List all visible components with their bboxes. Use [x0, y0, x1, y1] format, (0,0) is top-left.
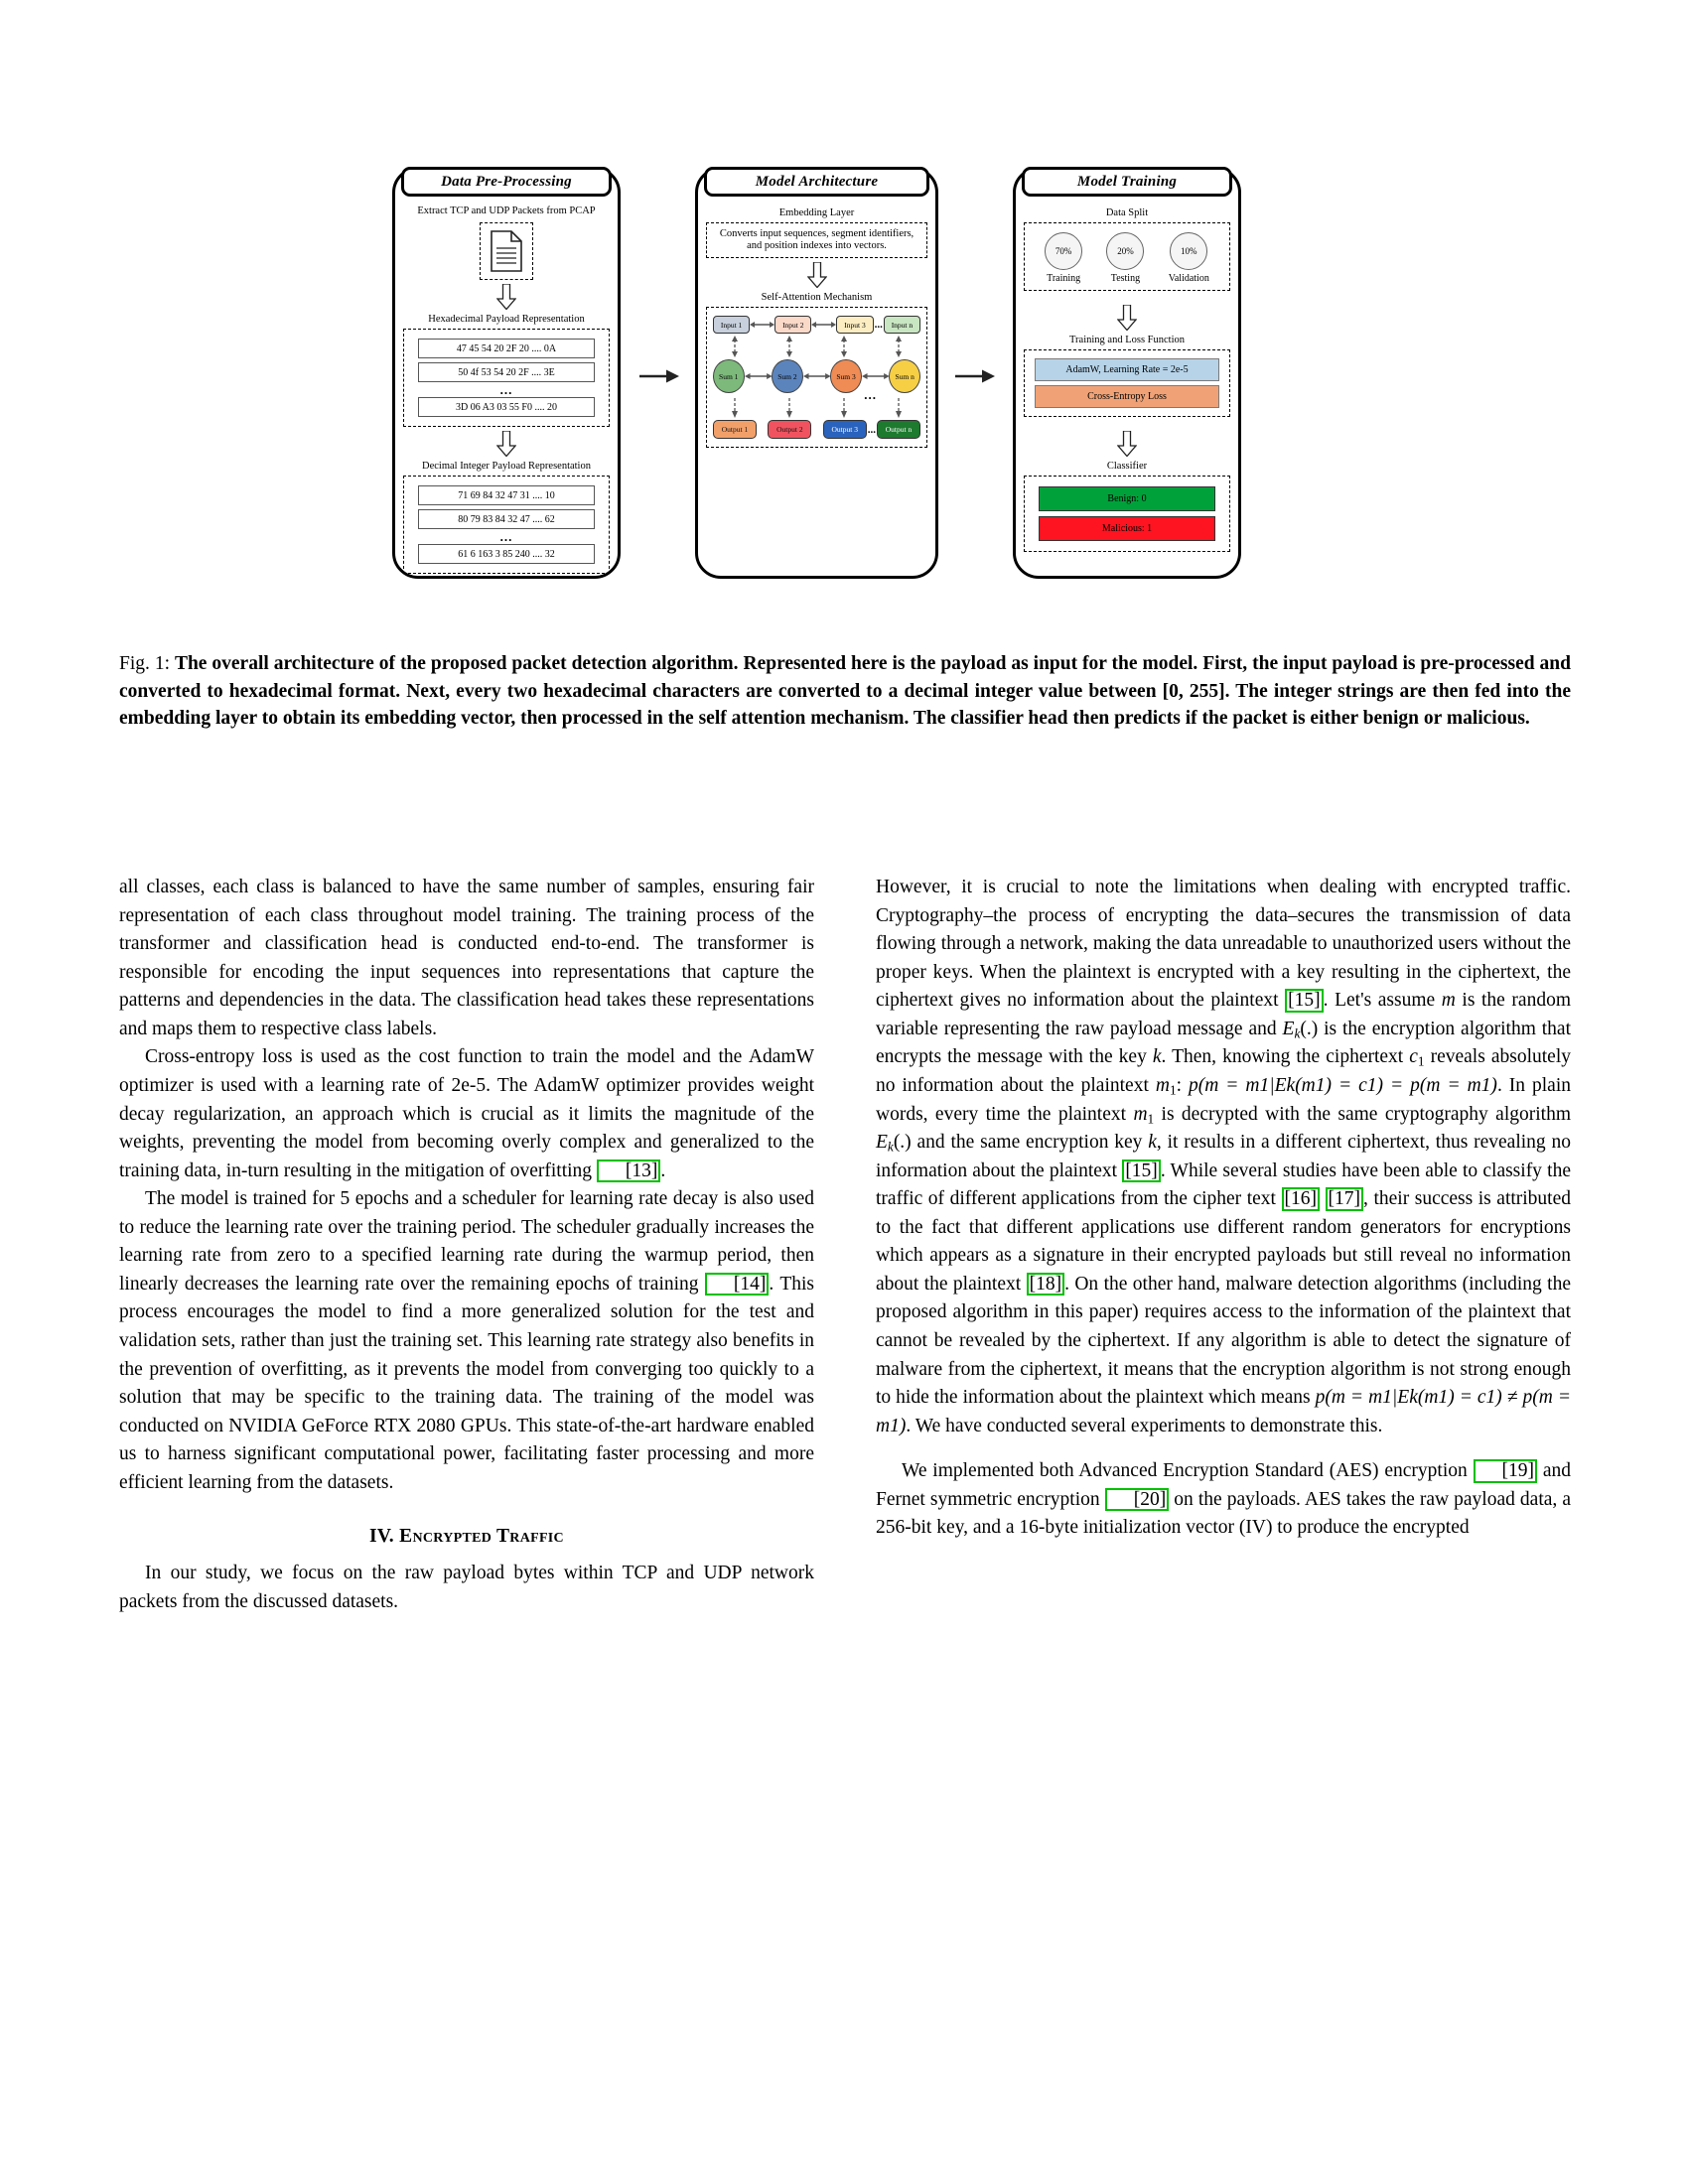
math-sub-k: k	[1294, 1025, 1301, 1041]
paragraph-text: . This process encourages the model to find a more generalized solution for the test and validation sets, rather than just the training set. This learning rate strategy also benefits in the prevention of overfitting, as it prevents the model from converging too quickly to a solution that may be specific to the training data. The training of the model was conducted on NVIDIA GeForce RTX 2080 GPUs. This state-of-the-art hardware enabled us to harness significant computational power, facilitating faster processing and more efficient learning from the datasets.	[119, 1273, 814, 1493]
figure-1	[119, 149, 1569, 596]
attention-sum-node: Sum 1	[713, 359, 745, 393]
malicious-bar: Malicious: 1	[1039, 516, 1215, 541]
down-arrow-icon-2	[496, 431, 516, 457]
output-spacer	[811, 425, 822, 435]
citation-link[interactable]: [17]	[1326, 1187, 1364, 1211]
data-split-row	[1033, 228, 1221, 284]
training-loss-label: Training and Loss Function	[1069, 335, 1185, 346]
document-icon	[480, 222, 533, 280]
panel-title-data-preprocessing: Data Pre-Processing	[401, 167, 612, 197]
attention-sum-node: Sum 2	[772, 359, 803, 393]
hex-row: 47 45 54 20 2F 20 .... 0A	[418, 339, 595, 358]
math-symbol-m1	[1156, 1075, 1177, 1096]
self-attention-label: Self-Attention Mechanism	[761, 292, 873, 304]
output-row-ellipsis: ...	[867, 423, 876, 436]
math-sub-1: 1	[1147, 1111, 1155, 1127]
paragraph-text: . While several studies have been able to classify the traffic of different applications from the cipher text	[876, 1160, 1571, 1210]
embedding-layer-box	[706, 222, 927, 258]
attention-sum-node: Sum n	[889, 359, 920, 393]
figure-caption-text: The overall architecture of the proposed packet detection algorithm. Represented here is the payload as input for the model. First, the input payload is pre-processed and converted to hexadecimal format. Next, every two hexadecimal characters are converted to a decimal integer value between [0, 255]. The integer strings are then fed into the embedding layer to obtain its embedding vector, then processed in the self attention mechanism. The classifier head then predicts if the packet is either benign or malicious.	[119, 653, 1571, 730]
attention-input-row	[713, 316, 920, 334]
vertical-bidirectional-arrow-icon	[822, 336, 866, 357]
decimal-row: 80 79 83 84 32 47 .... 62	[418, 509, 595, 529]
paragraph-text: and Fernet symmetric encryption	[876, 1460, 1572, 1510]
down-arrow-icon-4	[1117, 305, 1137, 331]
down-arrow-icon	[877, 398, 920, 418]
paragraph	[876, 874, 1571, 1440]
paragraph-text: . In plain words, every time the plaintext	[876, 1074, 1572, 1125]
vertical-bidirectional-arrow-icon	[768, 336, 811, 357]
equation-2: p(m = m1|Ek(m1) = c1) ≠ p(m = m1)	[876, 1387, 1571, 1436]
data-split-item	[1045, 232, 1082, 284]
decimal-rows-ellipsis: ...	[499, 529, 513, 545]
sum-output-connectors	[713, 398, 920, 418]
citation-link[interactable]: [18]	[1027, 1273, 1065, 1297]
down-arrow-icon-1	[496, 284, 516, 310]
section-title: Encrypted Traffic	[399, 1526, 564, 1548]
math-m: m	[1133, 1103, 1148, 1125]
split-percentage: 70%	[1045, 232, 1082, 270]
paragraph	[876, 1457, 1571, 1543]
bidirectional-connector-icon	[811, 320, 836, 330]
attention-sum-node: Sum 3	[830, 359, 862, 393]
bidirectional-connector-icon	[745, 371, 773, 381]
decimal-rows-group	[403, 476, 610, 574]
paragraph-text: reveals absolutely no information about the plaintext	[876, 1046, 1572, 1096]
paragraph-text: on the payloads. AES takes the raw payload data, a 256-bit key, and a 16-byte initialization vector (IV) to produce the encrypted	[876, 1488, 1571, 1539]
attention-sum-row	[713, 359, 920, 393]
decimal-row: 71 69 84 32 47 31 .... 10	[418, 485, 595, 505]
math-m: m	[1155, 1074, 1170, 1096]
hex-representation-label: Hexadecimal Payload Representation	[428, 314, 585, 326]
paragraph	[119, 874, 814, 1043]
math-symbol-k-b: k	[1148, 1132, 1157, 1154]
split-name: Testing	[1110, 273, 1141, 285]
paragraph-text: and the same encryption key	[911, 1132, 1149, 1154]
bidirectional-connector-icon	[803, 371, 831, 381]
paragraph-text: Cross-entropy loss is used as the cost function to train the model and the AdamW optimizer is used with a learning rate of 2e-5. The AdamW optimizer provides weight decay regularization, an approach which is crucial as it limits the magnitude of the weights, preventing the model from becoming overly complex and generalized to the training data, in-turn resulting in the mitigation of overfitting	[119, 1046, 814, 1181]
attention-output-row	[713, 420, 920, 439]
input-row-ellipsis: ...	[874, 319, 883, 332]
math-c: c	[1409, 1046, 1418, 1068]
data-split-label: Data Split	[1105, 207, 1149, 218]
flow-arrow-icon-1	[637, 359, 681, 393]
bidirectional-connector-icon	[862, 371, 890, 381]
embedding-layer-label: Embedding Layer	[778, 207, 855, 218]
attention-output-node: Output n	[877, 420, 920, 439]
hex-row: 3D 06 A3 03 55 F0 .... 20	[418, 397, 595, 417]
math-paren: (.)	[893, 1132, 912, 1154]
paragraph-text: . On the other hand, malware detection algorithms (including the proposed algorithm in this paper) requires access to the information of the plaintext that cannot be revealed by the ciphertext. If any algorithm is able to detect the signature of malware from the ciphertext, it means that the encryption algorithm is not strong enough to hide the information about the plaintext which means	[876, 1273, 1571, 1409]
extract-packets-label: Extract TCP and UDP Packets from PCAP	[417, 205, 596, 216]
data-split-item	[1106, 232, 1144, 284]
body-column-right	[876, 874, 1571, 1543]
section-number: IV.	[369, 1526, 394, 1548]
paragraph-text: is decrypted with the same cryptography algorithm	[1154, 1103, 1571, 1125]
paragraph-text: In our study, we focus on the raw payload bytes within TCP and UDP network packets from the discussed datasets.	[119, 1562, 814, 1612]
citation-link[interactable]: [14]	[705, 1273, 770, 1297]
section-heading	[119, 1523, 814, 1552]
math-sub-k: k	[887, 1139, 894, 1155]
split-percentage: 10%	[1170, 232, 1207, 270]
training-loss-box	[1024, 349, 1230, 417]
citation-link[interactable]: [20]	[1105, 1488, 1170, 1512]
math-symbol-Ek-b	[876, 1132, 912, 1153]
self-attention-box	[706, 307, 927, 448]
math-sub-1: 1	[1169, 1082, 1177, 1098]
classifier-label: Classifier	[1106, 461, 1148, 473]
paragraph-text: . Let's assume	[1323, 990, 1442, 1012]
citation-link[interactable]: [19]	[1474, 1459, 1538, 1483]
paragraph-text: is the encryption algorithm that encrypts the message with the key	[876, 1018, 1572, 1068]
paragraph-text: all classes, each class is balanced to have the same number of samples, ensuring fair representation of each class throughout model training. The training process of the transformer and classification head is conducted end-to-end. The transformer is responsible for encoding the input sequences into representations that capture the patterns and dependencies in the data. The classification head takes these representations and maps them to respective class labels.	[119, 877, 814, 1039]
math-E: E	[876, 1132, 888, 1154]
bidirectional-connector-icon	[750, 320, 774, 330]
output-spacer	[757, 425, 768, 435]
benign-bar: Benign: 0	[1039, 486, 1215, 511]
paragraph	[119, 1043, 814, 1185]
split-percentage: 20%	[1106, 232, 1144, 270]
vertical-bidirectional-arrow-icon	[877, 336, 920, 357]
math-symbol-Ek	[1283, 1019, 1319, 1039]
data-split-item	[1169, 232, 1209, 284]
paragraph-text: , their success is attributed to the fact that different applications use different random generators for encryptions which appears as a signature in their encrypted payloads but still reveal no information about the plaintext	[876, 1188, 1572, 1295]
attention-output-node: Output 3	[823, 420, 867, 439]
paragraph-text: . Then, knowing the ciphertext	[1161, 1046, 1410, 1068]
paragraph-text: is the random variable representing the raw payload message and	[876, 990, 1571, 1039]
down-arrow-icon	[713, 398, 757, 418]
panel-model-training	[1013, 167, 1241, 579]
citation-link[interactable]: [16]	[1282, 1187, 1321, 1211]
math-sub-1: 1	[1417, 1054, 1425, 1070]
classifier-box	[1024, 476, 1230, 552]
figure-caption-label: Fig. 1:	[119, 653, 175, 674]
attention-output-node: Output 1	[713, 420, 757, 439]
attention-input-node: Input 3	[836, 316, 873, 334]
math-paren: (.)	[1300, 1018, 1319, 1039]
attention-input-node: Input 1	[713, 316, 750, 334]
paragraph-text: .	[660, 1160, 666, 1181]
body-column-left	[119, 874, 814, 1616]
sum-row-ellipsis: ...	[864, 387, 877, 403]
hex-row: 50 4f 53 54 20 2F .... 3E	[418, 362, 595, 382]
down-arrow-icon-3	[807, 262, 827, 288]
math-E: E	[1282, 1018, 1295, 1039]
split-name: Training	[1047, 273, 1081, 285]
math-symbol-k: k	[1152, 1046, 1162, 1068]
paragraph-text: We implemented both Advanced Encryption Standard (AES) encryption	[902, 1460, 1474, 1482]
paragraph	[119, 1185, 814, 1497]
attention-input-node: Input 2	[774, 316, 811, 334]
down-arrow-icon	[822, 398, 866, 418]
decimal-representation-label: Decimal Integer Payload Representation	[422, 461, 591, 473]
equation-1: p(m = m1|Ek(m1) = c1) = p(m = m1)	[1188, 1074, 1497, 1096]
panel-data-preprocessing	[392, 167, 621, 579]
math-symbol-c1	[1409, 1046, 1425, 1070]
math-symbol-m1-b	[1133, 1104, 1154, 1125]
input-sum-connectors	[713, 336, 920, 357]
math-symbol-m: m	[1441, 990, 1456, 1012]
paragraph	[119, 1560, 814, 1616]
paragraph-text: . We have conducted several experiments to demonstrate this.	[906, 1415, 1383, 1436]
down-arrow-icon	[768, 398, 811, 418]
panel-title-model-architecture: Model Architecture	[704, 167, 929, 197]
optimizer-bar: AdamW, Learning Rate = 2e-5	[1035, 358, 1219, 381]
attention-input-node: Input n	[884, 316, 920, 334]
attention-output-node: Output 2	[768, 420, 811, 439]
paragraph-text: However, it is crucial to note the limitations when dealing with encrypted traffic. Cryptography–the process of encrypting the data–secures the transmission of data flowing through a network, making the data unreadable to unauthorized users without the proper keys. When the plaintext is encrypted with a key resulting in the ciphertext, the ciphertext gives no information about the plaintext	[876, 877, 1571, 1012]
vertical-bidirectional-arrow-icon	[713, 336, 757, 357]
embedding-layer-text: Converts input sequences, segment identifiers, and position indexes into vectors.	[719, 228, 914, 252]
hex-rows-ellipsis: ...	[499, 382, 513, 398]
flow-arrow-icon-2	[953, 359, 997, 393]
panel-title-model-training: Model Training	[1022, 167, 1232, 197]
hex-rows-group	[403, 329, 610, 427]
figure-caption	[119, 650, 1571, 733]
data-split-box	[1024, 222, 1230, 291]
paragraph-text: , it results in a different ciphertext, thus revealing no information about the plaintext	[876, 1132, 1571, 1181]
panel-model-architecture	[695, 167, 938, 579]
split-name: Validation	[1168, 273, 1209, 285]
paragraph-text: The model is trained for 5 epochs and a scheduler for learning rate decay is also used to reduce the learning rate over the training period. The scheduler gradually increases the learning rate from zero to a specified learning rate during the warmup period, then linearly decreases the learning rate over the remaining epochs of training	[119, 1188, 814, 1295]
citation-link[interactable]: [13]	[597, 1160, 661, 1183]
down-arrow-icon-5	[1117, 431, 1137, 457]
citation-link[interactable]: [15]	[1285, 989, 1324, 1013]
citation-link[interactable]: [15]	[1122, 1160, 1161, 1183]
decimal-row: 61 6 163 3 85 240 .... 32	[418, 544, 595, 564]
paragraph-text: :	[1176, 1074, 1189, 1096]
loss-function-bar: Cross-Entropy Loss	[1035, 385, 1219, 408]
